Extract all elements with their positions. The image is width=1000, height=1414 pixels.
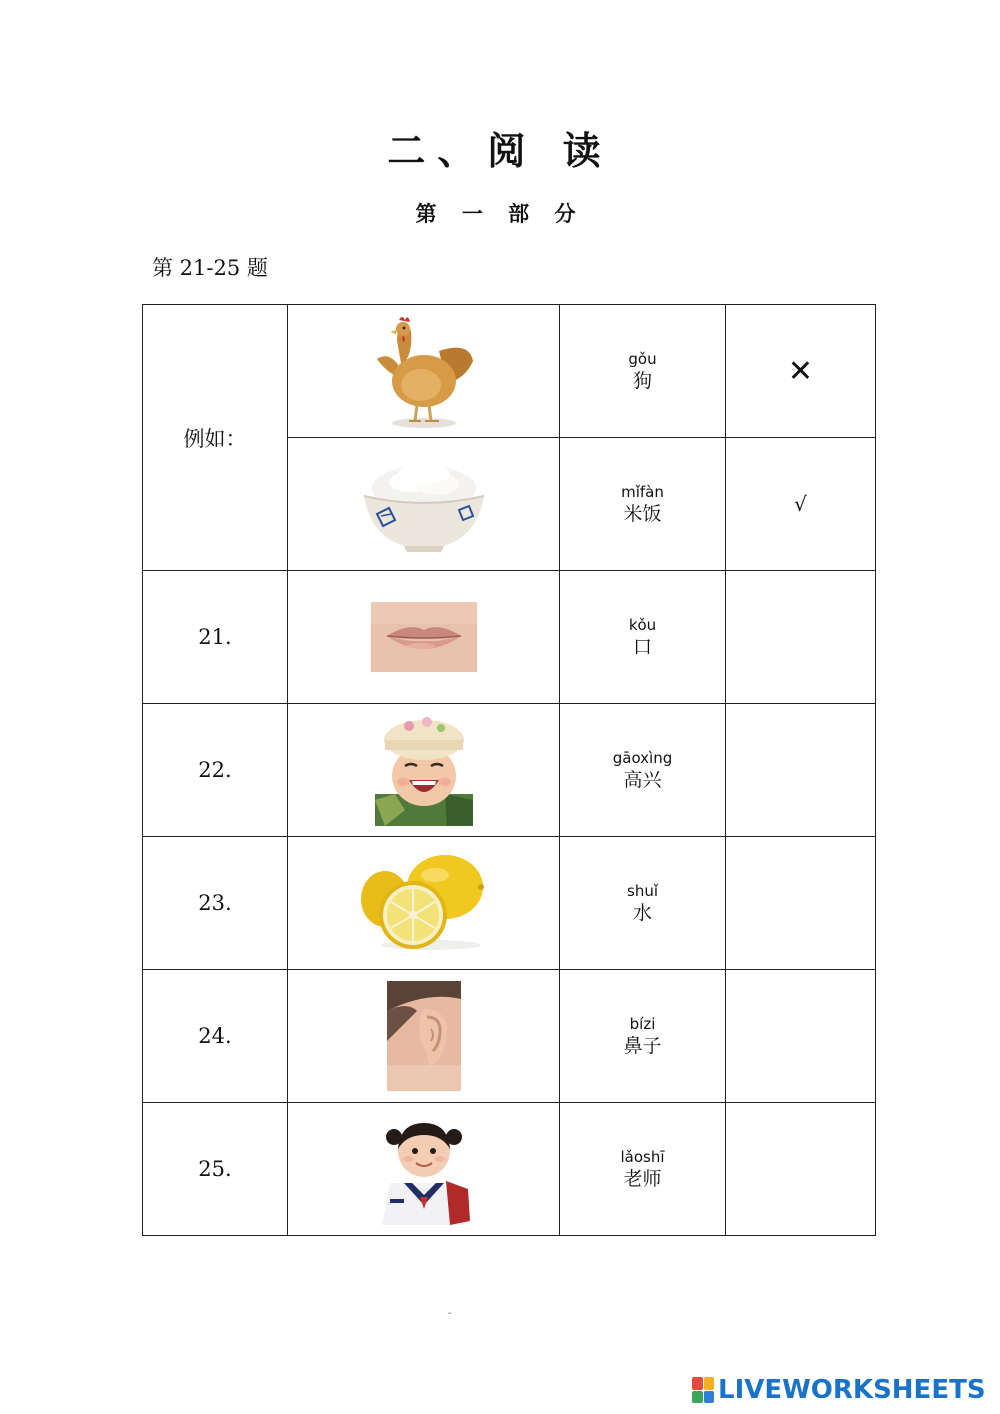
liveworksheets-logo[interactable] xyxy=(692,1372,986,1408)
answer-cell-example-1 xyxy=(726,305,876,438)
hanzi: 水 xyxy=(632,901,652,924)
hen-picture xyxy=(288,305,560,438)
check-mark-icon: √ xyxy=(794,492,807,516)
answer-cell-example-2 xyxy=(726,438,876,571)
question-row xyxy=(143,571,876,704)
rice-bowl-picture xyxy=(288,438,560,571)
ear-picture xyxy=(288,970,560,1103)
question-row xyxy=(143,837,876,970)
pinyin: mǐfàn xyxy=(621,482,664,501)
answer-cell[interactable] xyxy=(726,837,876,970)
hanzi: 米饭 xyxy=(623,502,662,525)
answer-cell[interactable] xyxy=(726,1103,876,1236)
word-cell xyxy=(560,1103,726,1236)
hanzi: 老师 xyxy=(623,1167,662,1190)
answer-cell[interactable] xyxy=(726,571,876,704)
example-word-2 xyxy=(560,438,726,571)
pinyin: kǒu xyxy=(628,615,657,634)
question-number: 25. xyxy=(143,1103,288,1236)
hanzi: 高兴 xyxy=(623,768,662,791)
question-number: 22. xyxy=(143,704,288,837)
page-footer-mark: - xyxy=(448,1308,452,1319)
pinyin: gǒu xyxy=(628,349,657,368)
brand-name: LIVEWORKSHEETS xyxy=(718,1375,986,1405)
answer-table xyxy=(142,304,876,1236)
hanzi: 狗 xyxy=(632,369,652,392)
word-cell xyxy=(560,704,726,837)
word-cell xyxy=(560,970,726,1103)
question-number: 24. xyxy=(143,970,288,1103)
question-number: 21. xyxy=(143,571,288,704)
example-word-1 xyxy=(560,305,726,438)
example-row xyxy=(143,305,876,438)
laughing-child-picture xyxy=(288,704,560,837)
schoolgirl-picture xyxy=(288,1103,560,1236)
question-row xyxy=(143,1103,876,1236)
section-subtitle: 第 一 部 分 xyxy=(415,202,585,226)
cross-mark-icon: ✕ xyxy=(787,353,814,389)
pinyin: lǎoshī xyxy=(620,1147,665,1166)
lemon-picture xyxy=(288,837,560,970)
word-cell xyxy=(560,571,726,704)
question-row xyxy=(143,704,876,837)
mouth-picture xyxy=(288,571,560,704)
word-cell xyxy=(560,837,726,970)
pinyin: shuǐ xyxy=(627,881,658,900)
hanzi: 口 xyxy=(632,635,652,658)
question-number: 23. xyxy=(143,837,288,970)
page-title: 二、阅 读 xyxy=(387,129,613,173)
answer-cell[interactable] xyxy=(726,704,876,837)
answer-cell[interactable] xyxy=(726,970,876,1103)
hanzi: 鼻子 xyxy=(623,1034,662,1057)
example-label: 例如： xyxy=(143,305,288,571)
question-row xyxy=(143,970,876,1103)
liveworksheets-icon xyxy=(692,1377,714,1403)
question-range: 第 21-25 题 xyxy=(152,256,268,280)
pinyin: gāoxìng xyxy=(612,748,673,767)
pinyin: bízi xyxy=(629,1014,656,1033)
